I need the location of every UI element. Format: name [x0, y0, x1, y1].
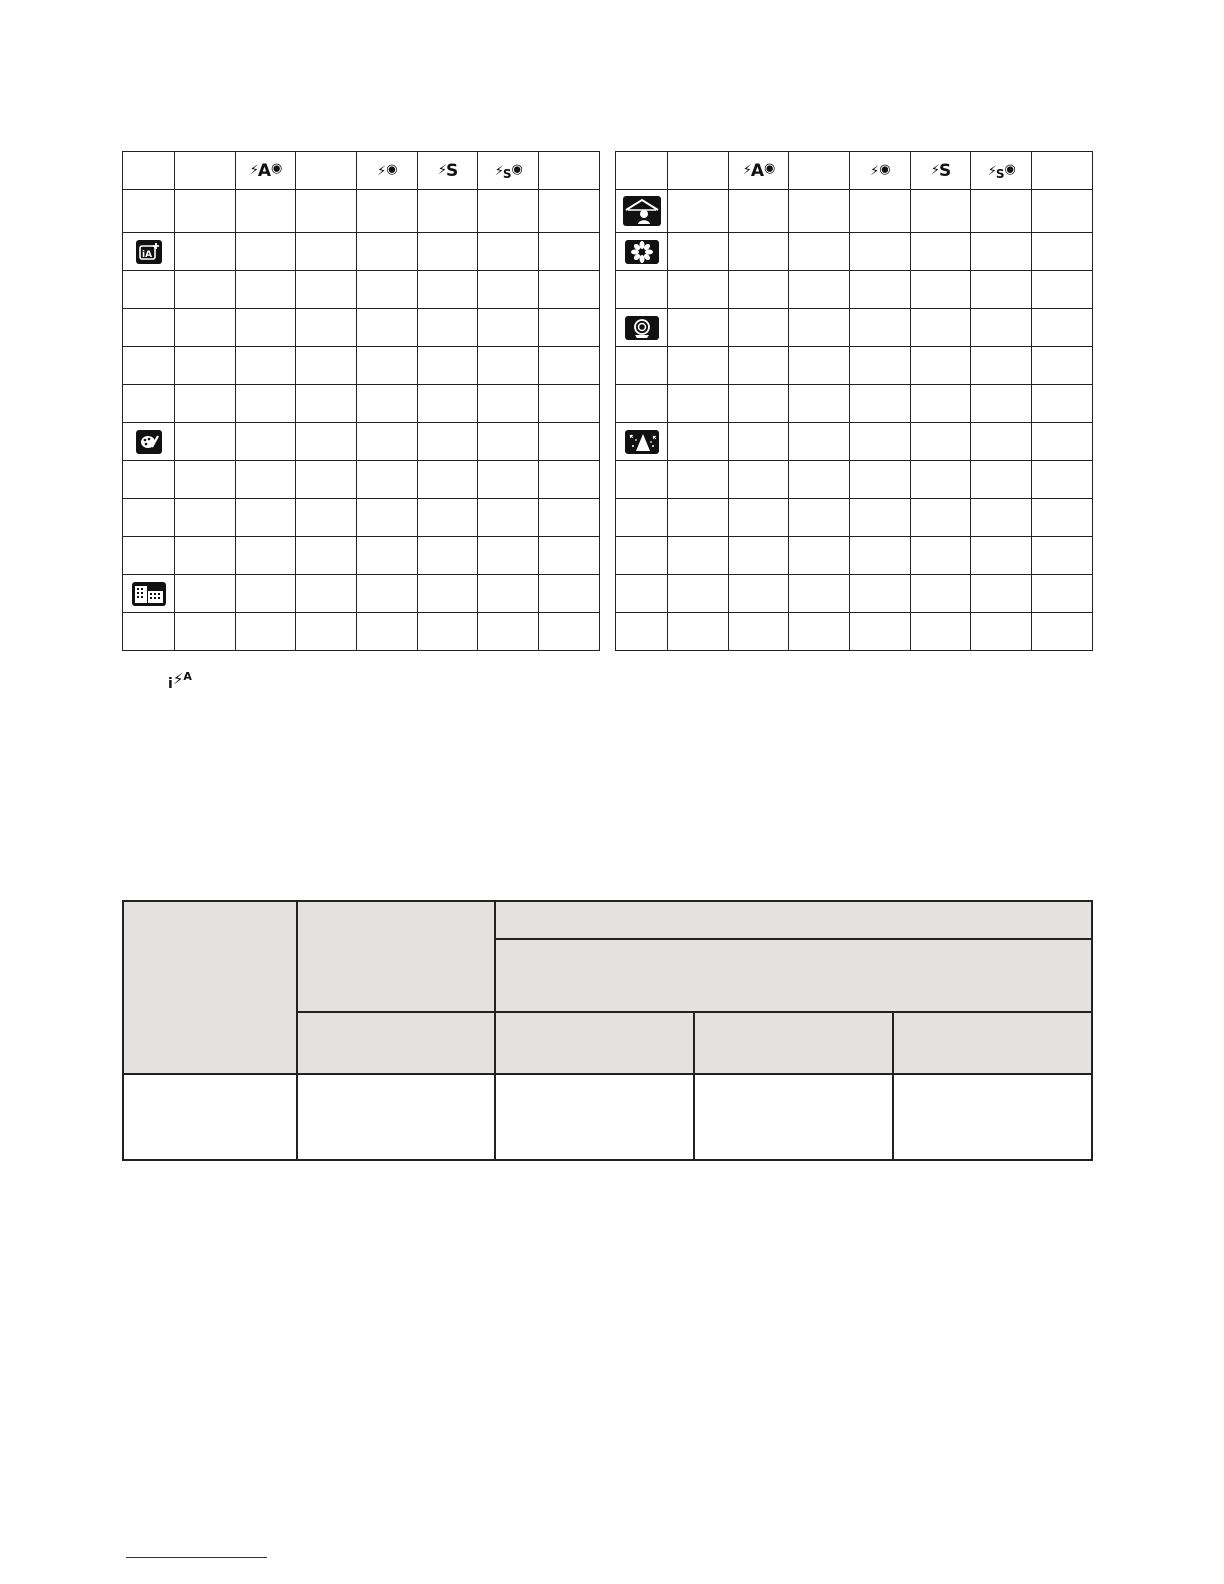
table-row	[123, 461, 600, 499]
table-row	[123, 233, 600, 271]
table-header-row	[616, 152, 1093, 190]
flash-auto-red-eye-icon: ⚡ A ◉	[249, 160, 282, 181]
table-row	[123, 575, 600, 613]
table-row	[123, 613, 600, 651]
flash-auto-red-eye-icon: ⚡ A ◉	[742, 160, 775, 181]
table-row	[123, 1074, 1092, 1160]
table-row	[616, 309, 1093, 347]
creative-control-icon	[136, 430, 162, 454]
table-row	[616, 575, 1093, 613]
header-cell	[123, 901, 297, 1074]
table-row	[123, 423, 600, 461]
header-cell	[495, 939, 1092, 1012]
table-row	[616, 423, 1093, 461]
flash-forced-on-red-eye-icon: ⚡ ◉	[377, 161, 397, 179]
header-cell	[893, 1012, 1092, 1074]
flash-availability-table-left	[122, 151, 600, 651]
table-row	[616, 347, 1093, 385]
table-row	[616, 233, 1093, 271]
flash-availability-table-right	[615, 151, 1093, 651]
table-row	[616, 613, 1093, 651]
flash-slow-sync-icon: ⚡ S	[930, 160, 951, 181]
table-header-row	[123, 152, 600, 190]
table-row	[123, 347, 600, 385]
table-row	[616, 499, 1093, 537]
table-row	[616, 537, 1093, 575]
table-row	[616, 461, 1093, 499]
table-row	[616, 385, 1093, 423]
flash-slow-sync-red-eye-icon: ⚡ S ◉	[987, 161, 1015, 181]
table-row	[616, 190, 1093, 233]
starry-sky-scene-icon	[625, 430, 659, 454]
building-scene-icon	[132, 582, 166, 606]
intelligent-auto-plus-icon	[136, 240, 162, 264]
intelligent-flash-auto-icon: i⚡$^A$	[168, 670, 192, 692]
flash-range-table	[122, 900, 1093, 1161]
table-row	[123, 499, 600, 537]
table-row	[123, 537, 600, 575]
flash-forced-on-red-eye-icon: ⚡ ◉	[870, 161, 890, 179]
flower-scene-icon	[625, 240, 659, 264]
table-header-row	[123, 901, 1092, 939]
flash-slow-sync-red-eye-icon: ⚡ S ◉	[494, 161, 522, 181]
table-row	[616, 271, 1093, 309]
header-cell	[495, 901, 1092, 939]
header-cell	[297, 901, 495, 1012]
header-cell	[694, 1012, 893, 1074]
table-row	[123, 271, 600, 309]
header-cell	[495, 1012, 694, 1074]
header-cell	[297, 1012, 495, 1074]
svg-text:iA: iA	[141, 249, 152, 260]
food-scene-icon	[625, 316, 659, 340]
table-row	[123, 309, 600, 347]
footnote-rule	[126, 1557, 267, 1558]
scenery-night-portrait-icon	[623, 196, 661, 226]
table-row	[123, 190, 600, 233]
flash-slow-sync-icon: ⚡ S	[437, 160, 458, 181]
table-row	[123, 385, 600, 423]
